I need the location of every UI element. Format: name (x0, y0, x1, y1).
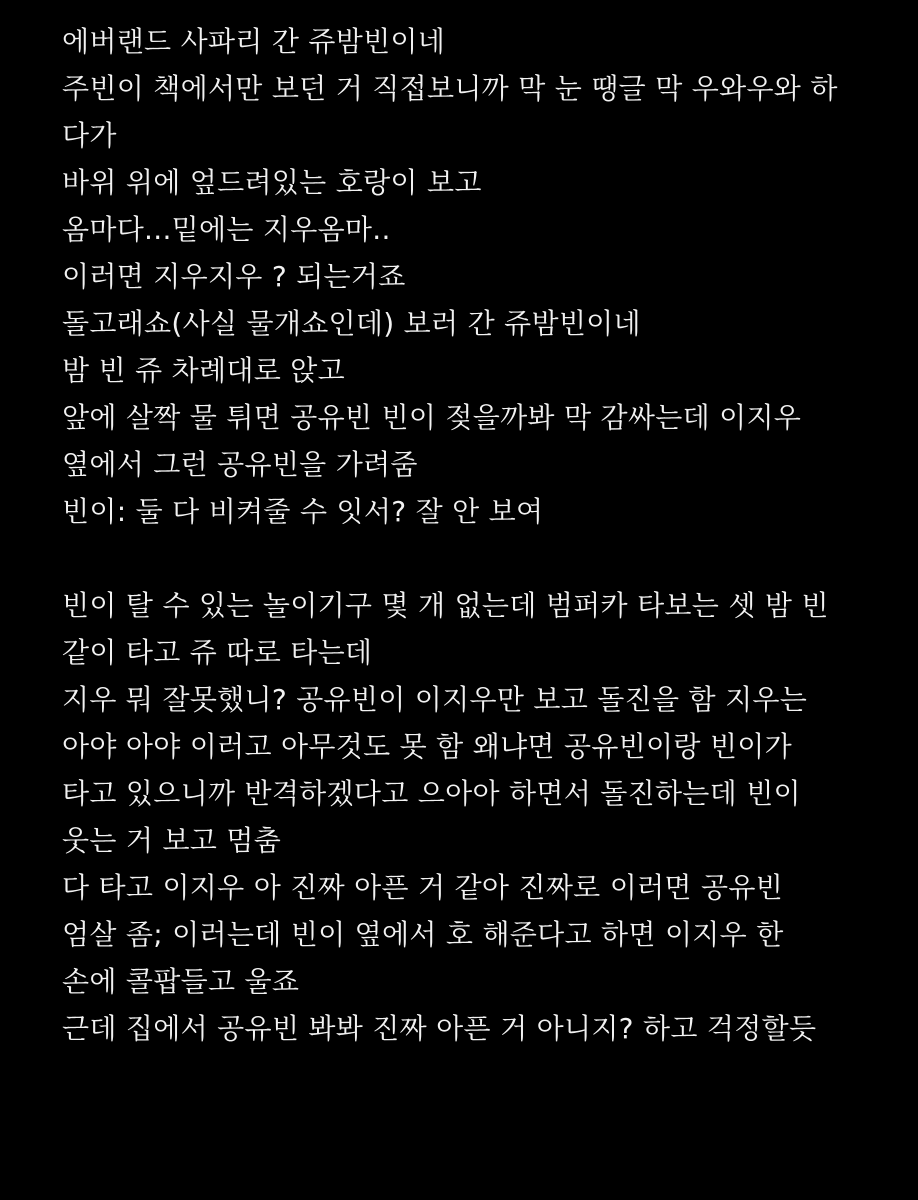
text-line: 같이 타고 쥬 따로 타는데 (62, 636, 373, 669)
text-line: 밤 빈 쥬 차례대로 앉고 (62, 354, 345, 387)
post-text-body (62, 18, 902, 1052)
text-line: 다가 (62, 119, 117, 152)
text-line: 돌고래쇼(사실 물개쇼인데) 보러 간 쥬밤빈이네 (62, 307, 641, 340)
text-line: 근데 집에서 공유빈 봐봐 진짜 아픈 거 아니지? 하고 걱정할듯 (62, 1012, 817, 1045)
text-line: 아야 아야 이러고 아무것도 못 함 왜냐면 공유빈이랑 빈이가 (62, 730, 792, 763)
paragraph-gap (62, 535, 902, 582)
text-line: 옴마다...밑에는 지우옴마.. (62, 213, 391, 246)
text-line: 지우 뭐 잘못했니? 공유빈이 이지우만 보고 돌진을 함 지우는 (62, 683, 808, 716)
text-line: 타고 있으니까 반격하겠다고 으아아 하면서 돌진하는데 빈이 (62, 777, 801, 810)
text-line: 이러면 지우지우 ? 되는거죠 (62, 260, 406, 293)
text-line: 엄살 좀; 이러는데 빈이 옆에서 호 해준다고 하면 이지우 한 (62, 918, 784, 951)
text-line: 바위 위에 엎드려있는 호랑이 보고 (62, 166, 482, 199)
text-line: 빈이: 둘 다 비켜줄 수 잇서? 잘 안 보여 (62, 495, 544, 528)
text-line: 옆에서 그런 공유빈을 가려줌 (62, 448, 418, 481)
text-line: 웃는 거 보고 멈춤 (62, 824, 282, 857)
text-line: 주빈이 책에서만 보던 거 직접보니까 막 눈 땡글 막 우와우와 하 (62, 72, 838, 105)
paragraph-1 (62, 18, 902, 535)
text-line: 에버랜드 사파리 간 쥬밤빈이네 (62, 25, 446, 58)
text-line: 다 타고 이지우 아 진짜 아픈 거 같아 진짜로 이러면 공유빈 (62, 871, 784, 904)
text-line: 손에 콜팝들고 울죠 (62, 965, 300, 998)
text-line: 앞에 살짝 물 튀면 공유빈 빈이 젖을까봐 막 감싸는데 이지우 (62, 401, 802, 434)
text-line: 빈이 탈 수 있는 놀이기구 몇 개 없는데 범퍼카 타보는 셋 밤 빈 (62, 589, 829, 622)
paragraph-2 (62, 582, 902, 1052)
